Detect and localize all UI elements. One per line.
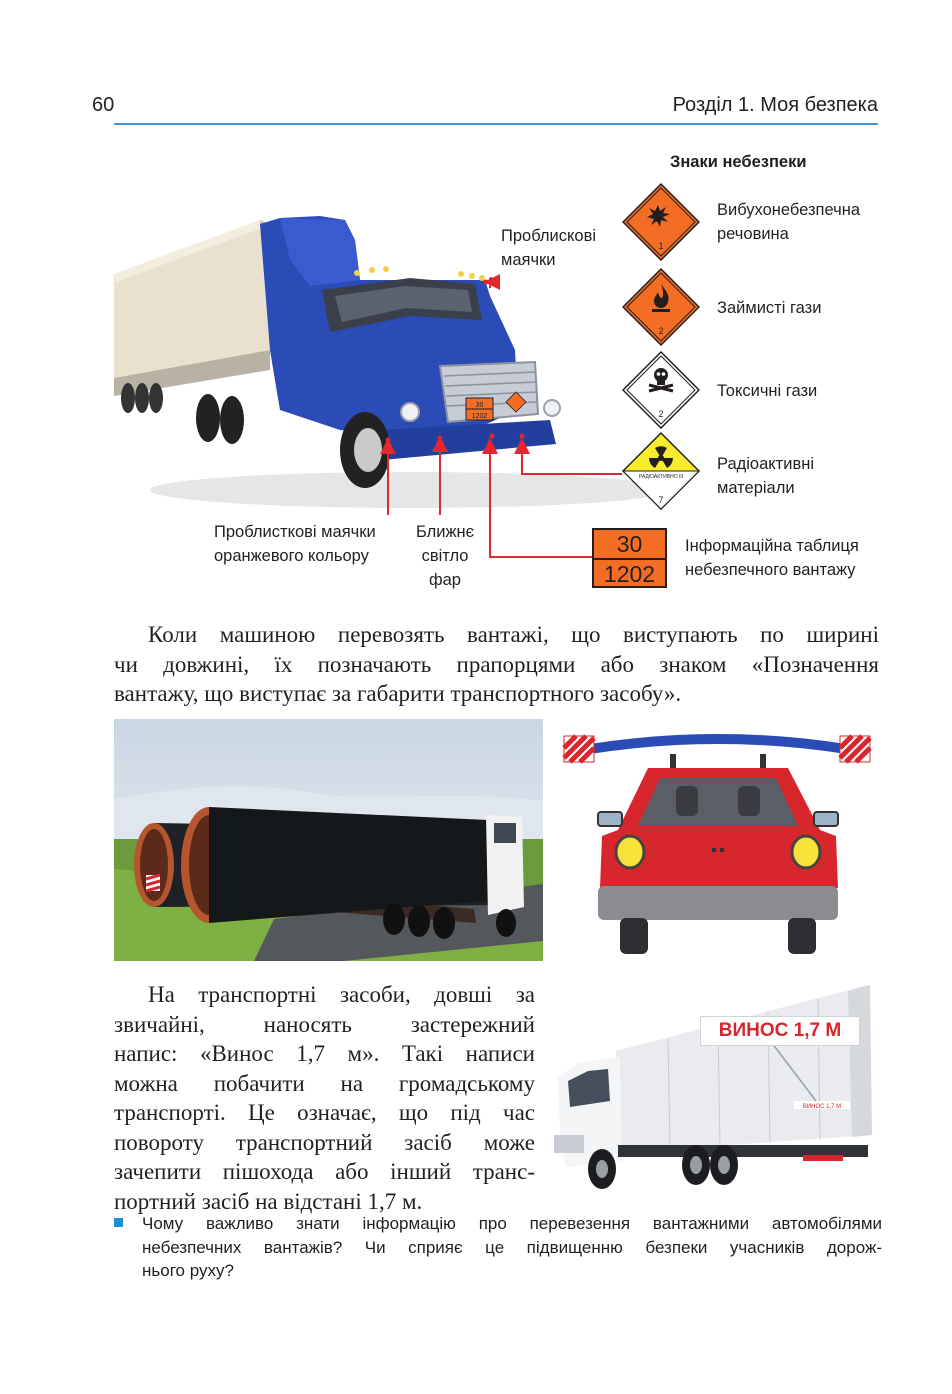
hazard-info-table <box>592 528 667 588</box>
car-with-roof-load-illustration <box>562 728 874 958</box>
truck-plate-top: 30 <box>475 402 484 409</box>
toxic-gas-sign <box>622 351 700 429</box>
svg-text:7: 7 <box>658 495 664 505</box>
section-title: Розділ 1. Моя безпека <box>672 94 878 116</box>
svg-text:1: 1 <box>658 241 664 251</box>
explosive-sign <box>622 183 700 261</box>
info-table-bottom: 1202 <box>603 561 656 587</box>
sign-label-toxic: Токсичні гази <box>717 382 818 400</box>
question-bullet-icon <box>114 1218 123 1227</box>
paragraph-oversized-cargo: Коли машиною перевозять вантажі, що виступають по ширині чи довжині, їх позначають прапорцями або знаком «Позначення вантажу, що виступає за габарити транспортного засобу». <box>114 622 879 706</box>
label-orange-beacons: Проблисткові маячки оранжевого кольору <box>214 523 376 565</box>
overhang-sign: ВИНОС 1,7 М <box>700 1016 860 1046</box>
flammable-gas-sign <box>622 268 700 346</box>
radioactive-sign <box>622 432 700 510</box>
svg-text:2: 2 <box>658 409 664 419</box>
svg-text:2: 2 <box>658 326 664 336</box>
review-question: Чому важливо знати інформацію про перевезення вантажними автомобілями небезпечних вантажів? Чи сприяє це підвищенню безпеки учасників дорож- нього руху? <box>142 1214 882 1280</box>
sign-label-flammable: Займисті гази <box>717 299 822 317</box>
info-table-top: 30 <box>594 530 665 560</box>
truck2-small-sign: ВИНОС 1,7 М <box>802 1104 842 1110</box>
label-low-beam: Ближнє світло фар <box>415 523 475 589</box>
label-beacons: Проблискові маячки <box>501 227 597 269</box>
info-table-label: Інформаційна таблиця небезпечного вантажу <box>685 537 859 579</box>
svg-text:РАДІОАКТИВНО III: РАДІОАКТИВНО III <box>638 474 684 480</box>
sign-label-radioactive: Радіоактивні матеріали <box>717 455 815 497</box>
signs-title: Знаки небезпеки <box>670 153 807 171</box>
page-number: 60 <box>92 94 115 116</box>
paragraph-overhang-sign: На транспортні засоби, довші за звичайні, наносять застережний напис: «Винос 1,7 м». Такі написи можна побачити на громадському транспорті. Це означає, що під час повороту транспортний засіб може зачепити пішохода або інший транс- портний засіб на відстані 1,7 м. <box>114 982 535 1214</box>
pipes-truck-photo <box>114 719 543 961</box>
truck-plate-bottom: 1202 <box>471 413 488 420</box>
sign-label-explosive: Вибухонебезпечна речовина <box>717 201 860 243</box>
